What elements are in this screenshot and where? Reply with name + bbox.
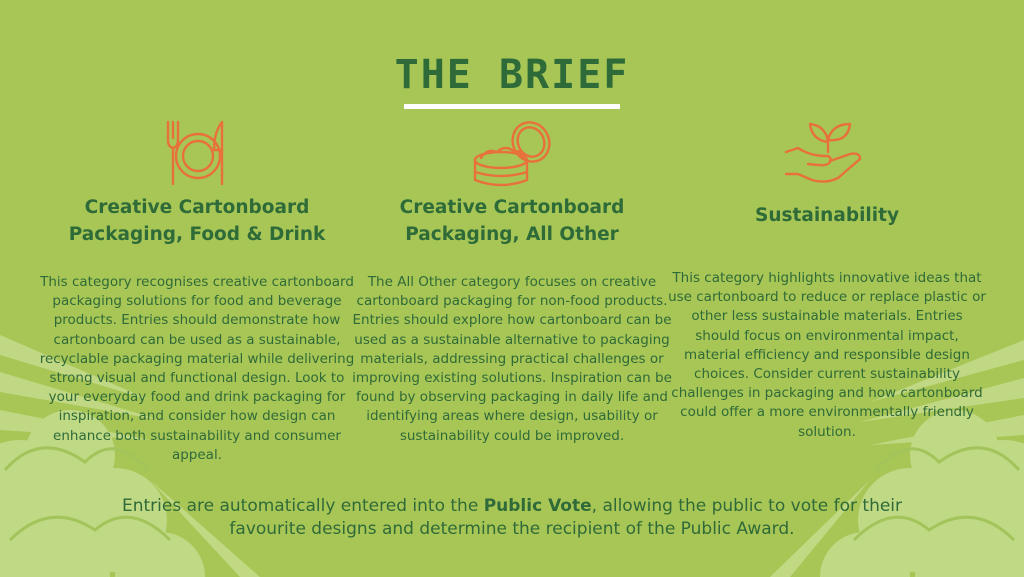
category-heading: Creative Cartonboard Packaging, Food & Drink — [68, 197, 326, 245]
hand-plant-icon — [782, 118, 872, 188]
category-all-other — [352, 118, 672, 446]
category-heading: Sustainability — [755, 205, 899, 226]
category-heading: Creative Cartonboard Packaging, All Other — [399, 197, 625, 245]
cosmetic-jar-icon — [467, 118, 557, 188]
public-vote-label: Public Vote — [483, 496, 592, 516]
plate-cutlery-icon — [162, 118, 232, 188]
category-description: This category highlights innovative ideas that use cartonboard to reduce or replace plastic or other less sustainable materials. Entries should focus on environmental impact, material efficiency and responsible design choices. Consider current sustainability challenges in packaging and how cartonboard could offer a more environmentally friendly solution. — [668, 270, 986, 440]
category-food-drink — [37, 118, 357, 465]
category-sustainability — [667, 118, 987, 442]
footer-note: Entries are automatically entered into the Public Vote, allowing the public to vote for their favourite designs and determine the recipient of the Public Award. — [121, 496, 903, 539]
category-description: The All Other category focuses on creative cartonboard packaging for non-food products. Entries should explore how cartonboard can be used as a sustainable alternative to packaging materials, addressing practical challenges or improving existing solutions. Inspiration can be found by observing packaging in daily life and identifying areas where design, usability or sustainability could be improved. — [352, 274, 672, 444]
category-description: This category recognises creative cartonboard packaging solutions for food and beverage products. Entries should demonstrate how cartonboard can be used as a sustainable, recyclable packaging material while delivering strong visual and functional design. Look to your everyday food and drink packaging for inspiration, and consider how design can enhance both sustainability and consumer appeal. — [39, 274, 355, 463]
title-underline — [404, 104, 620, 109]
page-title: THE BRIEF — [394, 52, 630, 98]
